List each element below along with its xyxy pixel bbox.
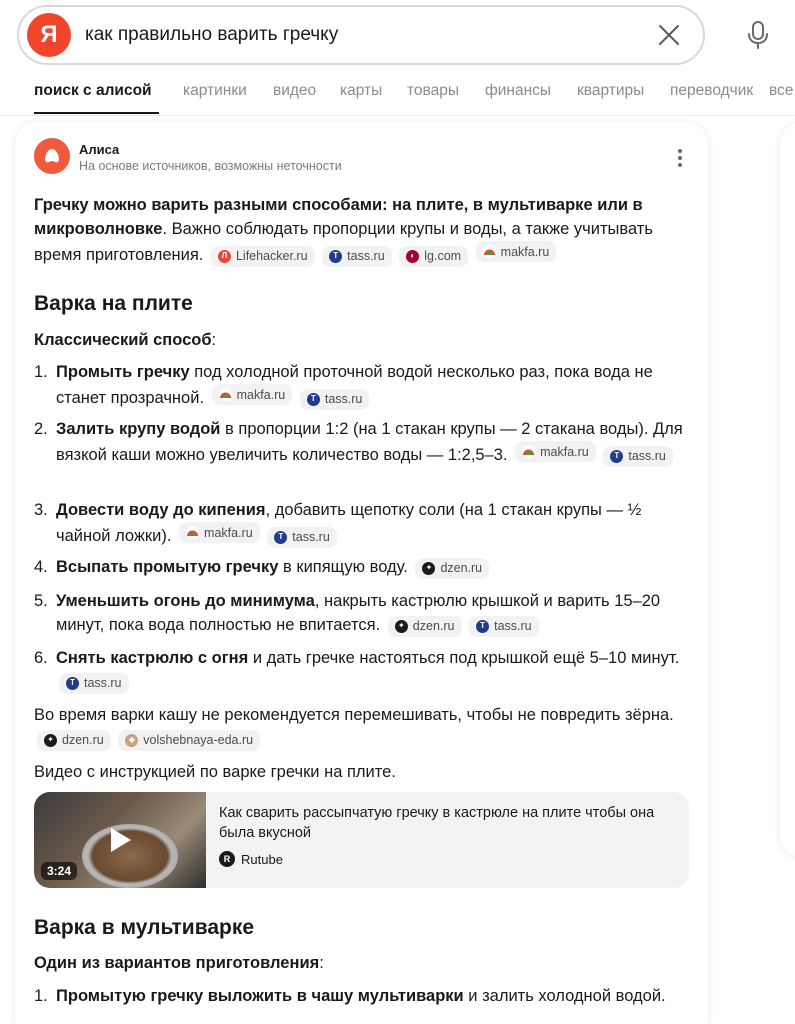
microphone-icon [746, 20, 770, 50]
tab-finance[interactable]: финансы [485, 82, 552, 99]
lg-icon: ◐ [406, 250, 419, 263]
tab-apartments[interactable]: квартиры [577, 82, 645, 99]
close-icon [658, 24, 680, 46]
source-chip-volshebnaya-eda[interactable] [118, 730, 260, 751]
source-label: makfa.ru [500, 244, 550, 259]
yandex-logo[interactable] [27, 13, 71, 57]
section-title-multicooker: Варка в мультиварке [34, 916, 255, 939]
source-chip-dzen[interactable] [388, 616, 462, 637]
step-text [56, 646, 696, 694]
subtitle-bold: Один из вариантов приготовления [34, 954, 320, 972]
tab-maps[interactable]: карты [340, 82, 383, 99]
step-rest: и залить холодной водой. [463, 987, 666, 1005]
source-label: dzen.ru [440, 561, 483, 575]
dot-icon [678, 163, 682, 167]
step-text [56, 498, 696, 548]
search-input[interactable] [85, 24, 649, 46]
more-options-button[interactable] [670, 146, 690, 170]
intro-text: . Важно соблюдать пропорции крупы и воды, а также учитывать время приготовления. [34, 220, 653, 264]
source-label: makfa.ru [204, 525, 253, 540]
step-rest: в кипящую воду. [278, 558, 408, 576]
tab-products[interactable]: товары [407, 82, 459, 99]
makfa-icon [186, 526, 199, 539]
makfa-icon [219, 388, 232, 401]
alice-name: Алиса [79, 142, 120, 157]
section-subtitle-classic [34, 328, 216, 352]
step-number: 1. [34, 987, 48, 1005]
step-number: 2. [34, 420, 48, 438]
video-intro-text: Видео с инструкцией по варке гречки на плите. [34, 763, 396, 781]
step-number: 1. [34, 363, 48, 381]
source-chip-tass[interactable] [469, 616, 539, 637]
section-title-stove: Варка на плите [34, 292, 193, 315]
dot-icon [678, 156, 682, 160]
step-text [56, 417, 696, 467]
source-label: tass.ru [292, 530, 330, 544]
source-label: lg.com [424, 249, 462, 263]
tass-icon: T [66, 677, 79, 690]
source-chip-tass[interactable] [59, 673, 129, 694]
step-rest: , накрыть кастрюлю крышкой и варить 15–20 минут, пока вода полностью не впитается. [56, 592, 661, 634]
step-rest: , добавить щепотку соли (на 1 стакан крупы — ½ чайной ложки). [56, 501, 642, 545]
tass-icon: T [610, 450, 623, 463]
volshebnaya-eda-icon: ◆ [125, 734, 138, 747]
source-label: makfa.ru [236, 387, 286, 402]
step-rest: под холодной проточной водой несколько раз, пока вода не станет прозрачной. [56, 363, 653, 407]
note-text: Во время варки кашу не рекомендуется перемешивать, чтобы не повредить зёрна. [34, 706, 674, 724]
step-rest: в пропорции 1:2 (на 1 стакан крупы — 2 стакана воды). Для вязкой каши можно увеличить количество воды — 1:2,5–3. [56, 420, 683, 464]
source-label: Lifehacker.ru [235, 249, 308, 263]
active-tab-indicator [34, 112, 159, 114]
alice-disclaimer: На основе источников, возможны неточности [79, 159, 342, 173]
search-tabs [0, 70, 795, 116]
lifehacker-icon: Л [218, 250, 231, 263]
source-label: tass.ru [494, 619, 532, 633]
subtitle-bold: Классический способ [34, 331, 212, 349]
voice-search-button[interactable] [738, 15, 778, 55]
alice-logo [34, 138, 70, 174]
source-chip-lg[interactable] [399, 246, 468, 267]
source-chip-dzen[interactable] [37, 730, 111, 751]
subtitle-colon: : [211, 331, 217, 349]
makfa-icon [483, 245, 496, 258]
tass-icon: T [476, 620, 489, 633]
video-card[interactable] [34, 792, 689, 888]
step-bold: Промытую гречку выложить в чашу мультиварки [56, 987, 464, 1005]
dzen-icon: ✦ [395, 620, 408, 633]
source-chip-dzen[interactable] [415, 558, 489, 579]
step-rest: и дать гречке настояться под крышкой ещё 5–10 минут. [248, 649, 680, 667]
source-chip-makfa[interactable] [179, 522, 260, 543]
tab-all[interactable]: все [769, 82, 794, 99]
step-bold: Снять кастрюлю с огня [56, 649, 249, 667]
side-card [780, 122, 795, 857]
clear-search-button[interactable] [649, 15, 689, 55]
rutube-icon: R [219, 851, 235, 867]
video-source-label: Rutube [241, 851, 283, 867]
tab-video[interactable]: видео [273, 82, 317, 99]
intro-bold: Гречку можно варить разными способами: на плите, в мультиварке или в микроволновке [34, 196, 643, 238]
step-text [56, 589, 696, 637]
answer-intro [34, 193, 674, 267]
source-chip-makfa[interactable] [212, 384, 293, 405]
step-number: 3. [34, 501, 48, 519]
source-label: makfa.ru [540, 444, 589, 459]
video-thumbnail[interactable] [34, 792, 206, 888]
video-source [219, 851, 283, 867]
step-text [56, 984, 696, 1008]
section-subtitle-variant [34, 951, 324, 975]
video-title[interactable]: Как сварить рассыпчатую гречку в кастрюле на плите чтобы она была вкусной [219, 805, 655, 841]
dzen-icon: ✦ [422, 562, 435, 575]
step-bold: Довести воду до кипения [56, 501, 266, 519]
source-label: dzen.ru [412, 619, 455, 633]
source-chip-lifehacker[interactable] [211, 246, 315, 267]
play-icon[interactable] [104, 825, 134, 855]
step-bold: Промыть гречку [56, 363, 190, 381]
source-chip-tass[interactable] [300, 389, 370, 410]
tass-icon: T [329, 250, 342, 263]
alice-icon [42, 146, 62, 166]
yandex-logo-letter: Я [40, 21, 58, 48]
video-duration: 3:24 [41, 862, 77, 880]
step-number: 6. [34, 649, 48, 667]
step-number: 4. [34, 558, 48, 576]
dzen-icon: ✦ [44, 734, 57, 747]
source-label: tass.ru [347, 249, 385, 263]
tass-icon: T [307, 393, 320, 406]
tab-translator[interactable]: переводчик [670, 82, 754, 99]
step-text [56, 555, 696, 579]
tab-images[interactable]: картинки [183, 82, 247, 99]
step-bold: Залить крупу водой [56, 420, 221, 438]
dot-icon [678, 149, 682, 153]
subtitle-colon: : [319, 954, 324, 972]
step-bold: Всыпать промытую гречку [56, 558, 279, 576]
tabs-divider [0, 115, 795, 116]
source-label: dzen.ru [62, 733, 104, 747]
tass-icon: T [274, 531, 287, 544]
step-text [56, 360, 696, 410]
source-chip-tass[interactable] [267, 527, 337, 548]
source-chip-tass[interactable] [322, 246, 392, 267]
source-chip-tass[interactable] [603, 446, 673, 467]
step-number: 5. [34, 592, 48, 610]
makfa-icon [522, 445, 535, 458]
source-label: tass.ru [628, 449, 666, 463]
source-label: tass.ru [84, 676, 122, 690]
source-label: tass.ru [324, 392, 363, 406]
tab-alice-search[interactable]: поиск с алисой [34, 82, 152, 99]
source-chip-makfa[interactable] [476, 241, 557, 262]
stirring-note [34, 703, 684, 751]
step-bold: Уменьшить огонь до минимума [56, 592, 315, 610]
search-bar [17, 5, 705, 65]
source-label: volshebnaya-eda.ru [143, 733, 254, 747]
source-chip-makfa[interactable] [515, 441, 596, 462]
